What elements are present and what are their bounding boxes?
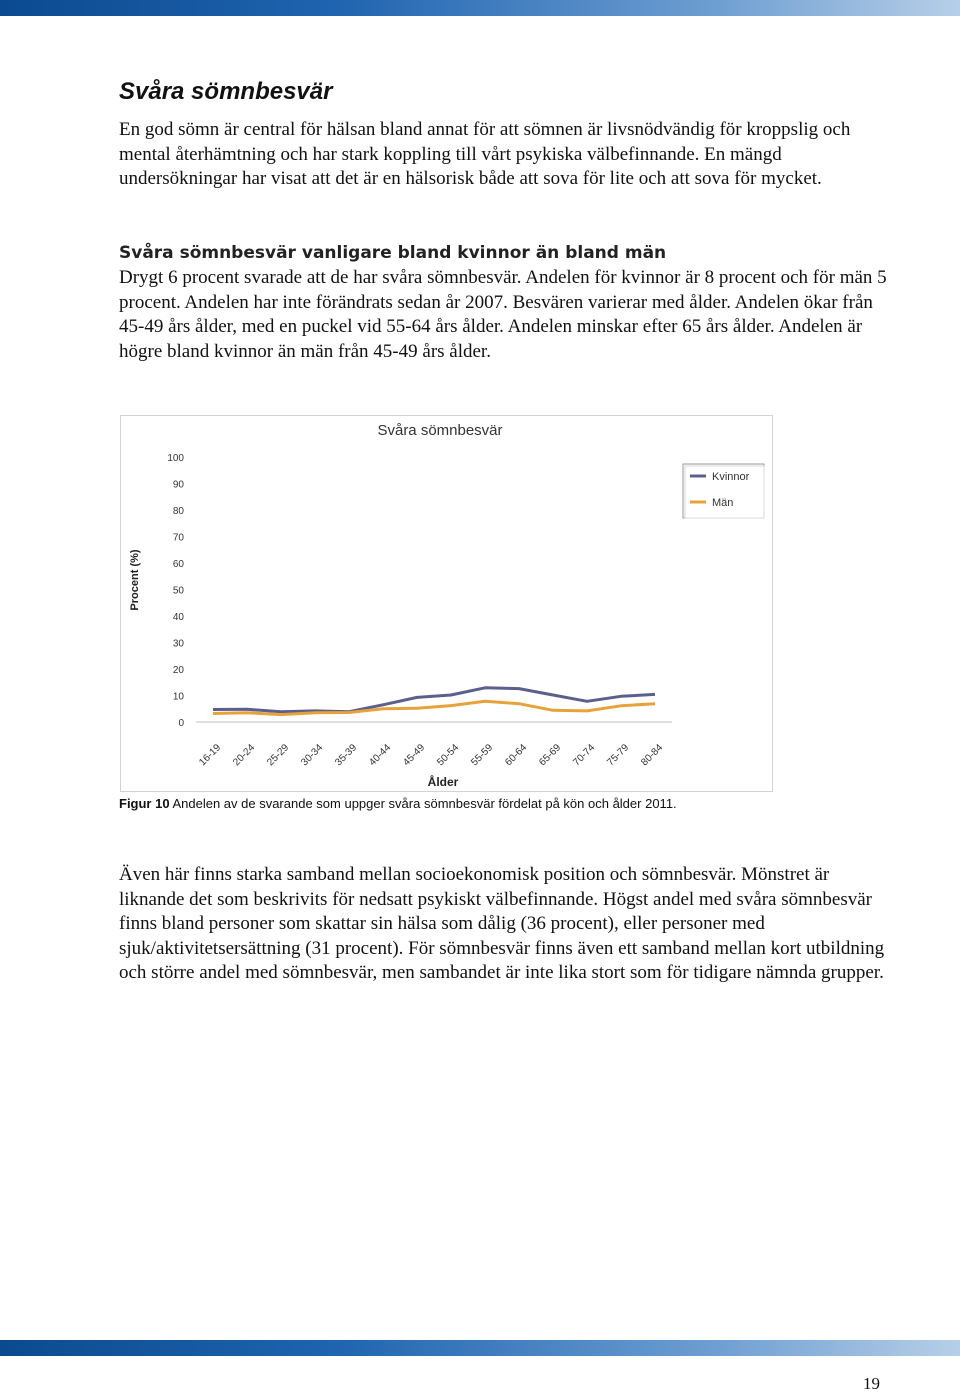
body-paragraph-1: Drygt 6 procent svarade att de har svåra sömnbesvär. Andelen för kvinnor är 8 procent och för män 5 procent. Andelen har inte förändrats sedan år 2007. Besvären varierar med ålder. Andelen ökar från 45-49 års ålder, med en puckel vid 55-64 års ålder. Andelen minskar efter 65 års ålder. Andelen är högre bland kvinnor än män från 45-49 års ålder. — [119, 267, 887, 362]
section-title: Svåra sömnbesvär — [119, 78, 333, 105]
y-axis-label: Procent (%) — [129, 549, 141, 611]
x-tick-label: 16-19 — [197, 742, 224, 769]
bottom-banner — [0, 1340, 960, 1356]
y-tick-label: 10 — [172, 691, 184, 703]
x-tick-label: 60-64 — [503, 742, 530, 769]
x-tick-label: 50-54 — [435, 742, 462, 769]
figure-caption — [119, 796, 677, 811]
x-tick-label: 65-69 — [537, 742, 564, 769]
y-tick-label: 80 — [172, 506, 184, 517]
body-paragraph-2: Även här finns starka samband mellan socioekonomisk position och sömnbesvär. Mönstret är liknande det som beskrivits för nedsatt psykiskt välbefinnande. Högst andel med svåra sömnbesvär finns bland personer som skattar sin hälsa som dålig (36 procent), eller personer med sjuk/aktivitetsersättning (31 procent). För sömnbesvär finns även ett samband mellan kort utbildning och större andel med sömnbesvär, men sambandet är inte lika stort som för tidigare nämnda grupper. — [119, 864, 885, 983]
y-tick-label: 0 — [178, 718, 184, 729]
x-tick-label: 20-24 — [231, 742, 258, 769]
intro-paragraph: En god sömn är central för hälsan bland annat för att sömnen är livsnödvändig för kroppslig och mental återhämtning och har stark koppling till vårt psykiska välbefinnande. En mängd undersökningar har visat att det är en hälsorisk både att sova för lite och att sova för mycket. — [119, 119, 851, 189]
figure-caption-text: Andelen av de svarande som uppger svåra sömnbesvär fördelat på kön och ålder 2011. — [169, 796, 677, 811]
x-tick-label: 40-44 — [367, 742, 394, 769]
legend-label: Män — [712, 497, 734, 509]
x-axis-label: Ålder — [427, 775, 459, 789]
legend-label: Kvinnor — [712, 471, 750, 483]
y-tick-label: 70 — [172, 532, 184, 544]
subheading: Svåra sömnbesvär vanligare bland kvinnor än bland män — [119, 243, 667, 263]
y-tick-label: 100 — [167, 453, 184, 464]
x-tick-label: 45-49 — [401, 742, 428, 769]
x-tick-label: 80-84 — [639, 742, 666, 769]
y-tick-label: 20 — [172, 665, 184, 676]
x-tick-label: 55-59 — [469, 742, 496, 769]
y-tick-label: 50 — [172, 585, 184, 597]
page-number: 19 — [863, 1374, 880, 1393]
y-tick-label: 60 — [172, 559, 184, 570]
x-tick-label: 25-29 — [265, 742, 292, 769]
y-tick-label: 40 — [172, 612, 184, 623]
chart-title: Svåra sömnbesvär — [377, 422, 503, 439]
y-tick-label: 90 — [172, 479, 184, 491]
y-tick-label: 30 — [172, 638, 184, 650]
x-tick-label: 75-79 — [605, 742, 632, 769]
x-tick-label: 70-74 — [571, 742, 598, 769]
x-tick-label: 35-39 — [333, 742, 360, 769]
figure-label: Figur 10 — [119, 796, 170, 811]
x-tick-label: 30-34 — [299, 742, 326, 769]
